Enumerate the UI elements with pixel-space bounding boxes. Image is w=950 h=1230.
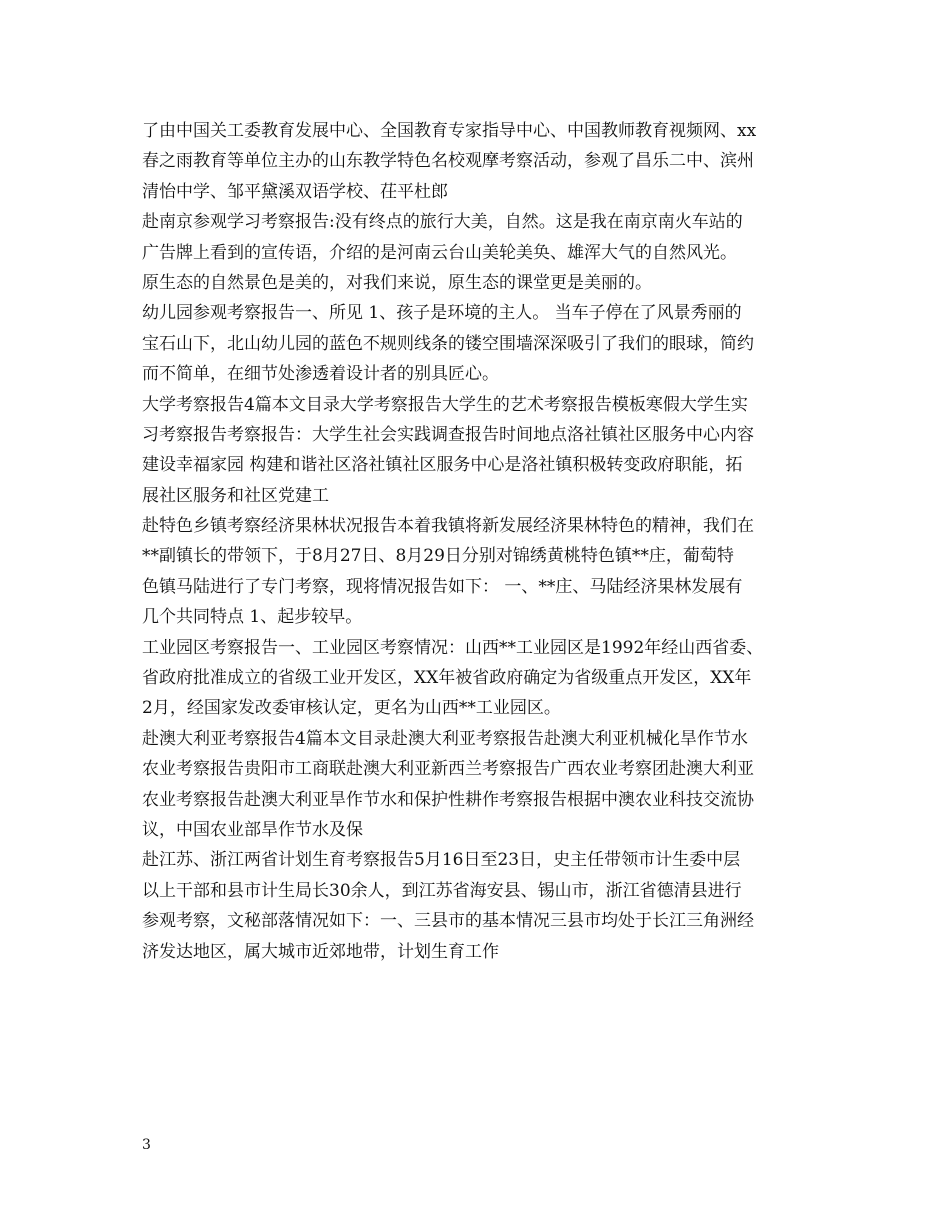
text-line: 2月，经国家发改委审核认定，更名为山西**工业园区。 <box>142 698 561 719</box>
text-line: 大学考察报告4篇本文目录大学考察报告大学生的艺术考察报告模板寒假大学生实 <box>142 394 748 415</box>
page-number: 3 <box>142 1137 151 1153</box>
paragraph <box>142 724 817 846</box>
text-line: 色镇马陆进行了专门考察，现将情况报告如下： 一、**庄、马陆经济果林发展有 <box>142 576 743 597</box>
text-line: 宝石山下，北山幼儿园的蓝色不规则线条的镂空围墙深深吸引了我们的眼球，简约 <box>142 333 754 354</box>
text-line: 工业园区考察报告一、工业园区考察情况：山西**工业园区是1992年经山西省委、 <box>142 637 764 658</box>
text-line: 赴江苏、浙江两省计划生育考察报告5月16日至23日，史主任带领市计生委中层 <box>142 850 741 871</box>
text-line: 几个共同特点 1、起步较早。 <box>142 607 363 628</box>
text-line: **副镇长的带领下，于8月27日、8月29日分别对锦绣黄桃特色镇**庄，葡萄特 <box>142 546 734 567</box>
paragraph <box>142 511 817 633</box>
text-line: 展社区服务和社区党建工 <box>142 485 329 506</box>
text-line: 赴澳大利亚考察报告4篇本文目录赴澳大利亚考察报告赴澳大利亚机械化旱作节水 <box>142 728 748 749</box>
text-line: 幼儿园参观考察报告一、所见 1、孩子是环境的主人。 当车子停在了风景秀丽的 <box>142 303 742 324</box>
text-line: 了由中国关工委教育发展中心、全国教育专家指导中心、中国教师教育视频网、xx <box>142 121 757 141</box>
text-line: 春之雨教育等单位主办的山东教学特色名校观摩考察活动，参观了昌乐二中、滨州 <box>142 151 754 172</box>
text-line: 议，中国农业部旱作节水及保 <box>142 819 363 840</box>
text-line: 建设幸福家园 构建和谐社区洛社镇社区服务中心是洛社镇积极转变政府职能，拓 <box>142 455 743 476</box>
text-line: 广告牌上看到的宣传语，介绍的是河南云台山美轮美奂、雄浑大气的自然风光。 <box>142 242 737 263</box>
text-line: 以上干部和县市计生局长30余人，到江苏省海安县、锡山市，浙江省德清县进行 <box>142 880 742 901</box>
text-line: 习考察报告考察报告：大学生社会实践调查报告时间地点洛社镇社区服务中心内容 <box>142 424 754 445</box>
text-line: 原生态的自然景色是美的，对我们来说，原生态的课堂更是美丽的。 <box>142 272 652 293</box>
text-line: 济发达地区，属大城市近郊地带，计划生育工作 <box>142 941 499 962</box>
paragraph <box>142 633 817 724</box>
text-line: 农业考察报告贵阳市工商联赴澳大利亚新西兰考察报告广西农业考察团赴澳大利亚 <box>142 759 754 780</box>
body-text <box>142 116 817 967</box>
text-line: 农业考察报告赴澳大利亚旱作节水和保护性耕作考察报告根据中澳农业科技交流协 <box>142 789 754 810</box>
text-line: 赴特色乡镇考察经济果林状况报告本着我镇将新发展经济果林特色的精神，我们在 <box>142 516 754 537</box>
paragraph <box>142 207 817 298</box>
text-line: 清怡中学、邹平黛溪双语学校、茌平杜郎 <box>142 181 448 202</box>
text-line: 而不简单，在细节处渗透着设计者的别具匠心。 <box>142 364 499 385</box>
text-line: 省政府批准成立的省级工业开发区，XX年被省政府确定为省级重点开发区，XX年 <box>142 668 752 689</box>
text-line: 参观考察，文秘部落情况如下：一、三县市的基本情况三县市均处于长江三角洲经 <box>142 911 754 932</box>
text-line: 赴南京参观学习考察报告:没有终点的旅行大美，自然。这是我在南京南火车站的 <box>142 212 743 233</box>
paragraph <box>142 298 817 389</box>
paragraph <box>142 390 817 512</box>
paragraph <box>142 845 817 967</box>
paragraph <box>142 116 817 207</box>
